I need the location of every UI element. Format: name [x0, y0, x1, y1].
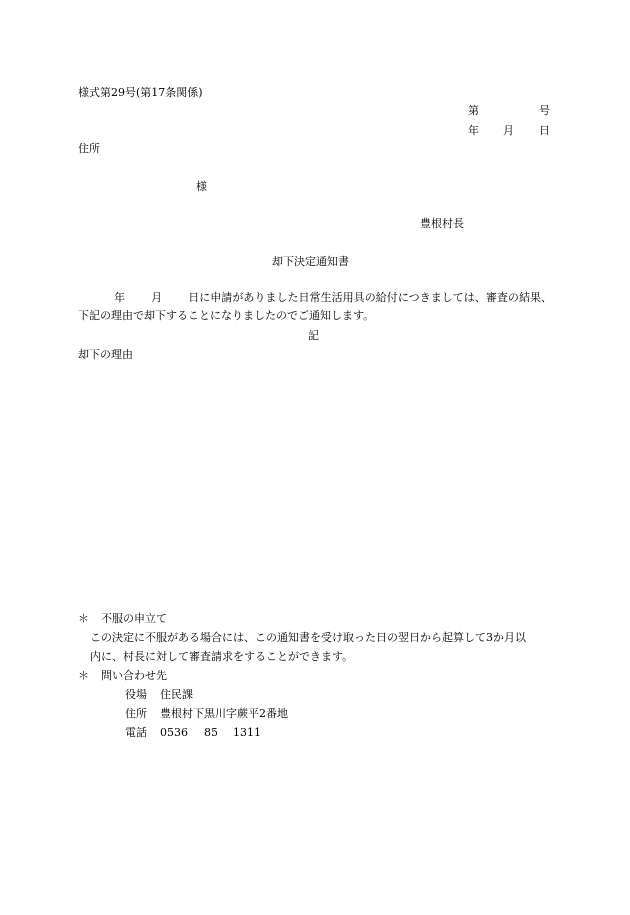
form-number: 様式第29号(第17条関係): [78, 86, 203, 99]
recipient-honorific: 様: [196, 180, 207, 193]
objection-text-line-1: この決定に不服がある場合には、この通知書を受け取った日の翌日から起算して3か月以: [90, 631, 526, 644]
contact-address-label: 住所: [125, 707, 147, 720]
recipient-address-label: 住所: [78, 142, 100, 155]
contact-marker: ＊: [78, 669, 89, 682]
reason-label: 却下の理由: [78, 348, 133, 361]
date-day-label: 日: [539, 124, 550, 137]
document-number-prefix: 第: [468, 104, 479, 117]
contact-office-value: 住民課: [160, 688, 193, 701]
contact-phone-number: 1311: [233, 726, 261, 739]
contact-office-label: 役場: [125, 688, 147, 701]
document-title: 却下決定通知書: [272, 255, 349, 268]
objection-marker: ＊: [78, 612, 89, 625]
contact-phone-area: 0536: [160, 726, 188, 739]
objection-title: 不服の申立て: [101, 612, 167, 625]
body-paragraph: [78, 289, 552, 325]
contact-title: 問い合わせ先: [101, 669, 167, 682]
body-text: 日に申請がありました日常生活用具の給付につきましては、審査の結果、下記の理由で却下することになりましたのでご通知します。: [78, 291, 553, 322]
body-month-label: 月: [151, 291, 163, 304]
date-year-label: 年: [468, 124, 479, 137]
body-year-label: 年: [114, 291, 126, 304]
issuer-name: 豊根村長: [420, 217, 464, 230]
document-number-suffix: 号: [539, 104, 550, 117]
objection-text-line-2: 内に、村長に対して審査請求をすることができます。: [90, 650, 354, 663]
date-month-label: 月: [503, 124, 514, 137]
contact-address-value: 豊根村下黒川字蕨平2番地: [160, 707, 288, 720]
ki-marker: 記: [308, 329, 319, 342]
contact-phone-label: 電話: [125, 726, 147, 739]
contact-phone-exchange: 85: [204, 726, 218, 739]
